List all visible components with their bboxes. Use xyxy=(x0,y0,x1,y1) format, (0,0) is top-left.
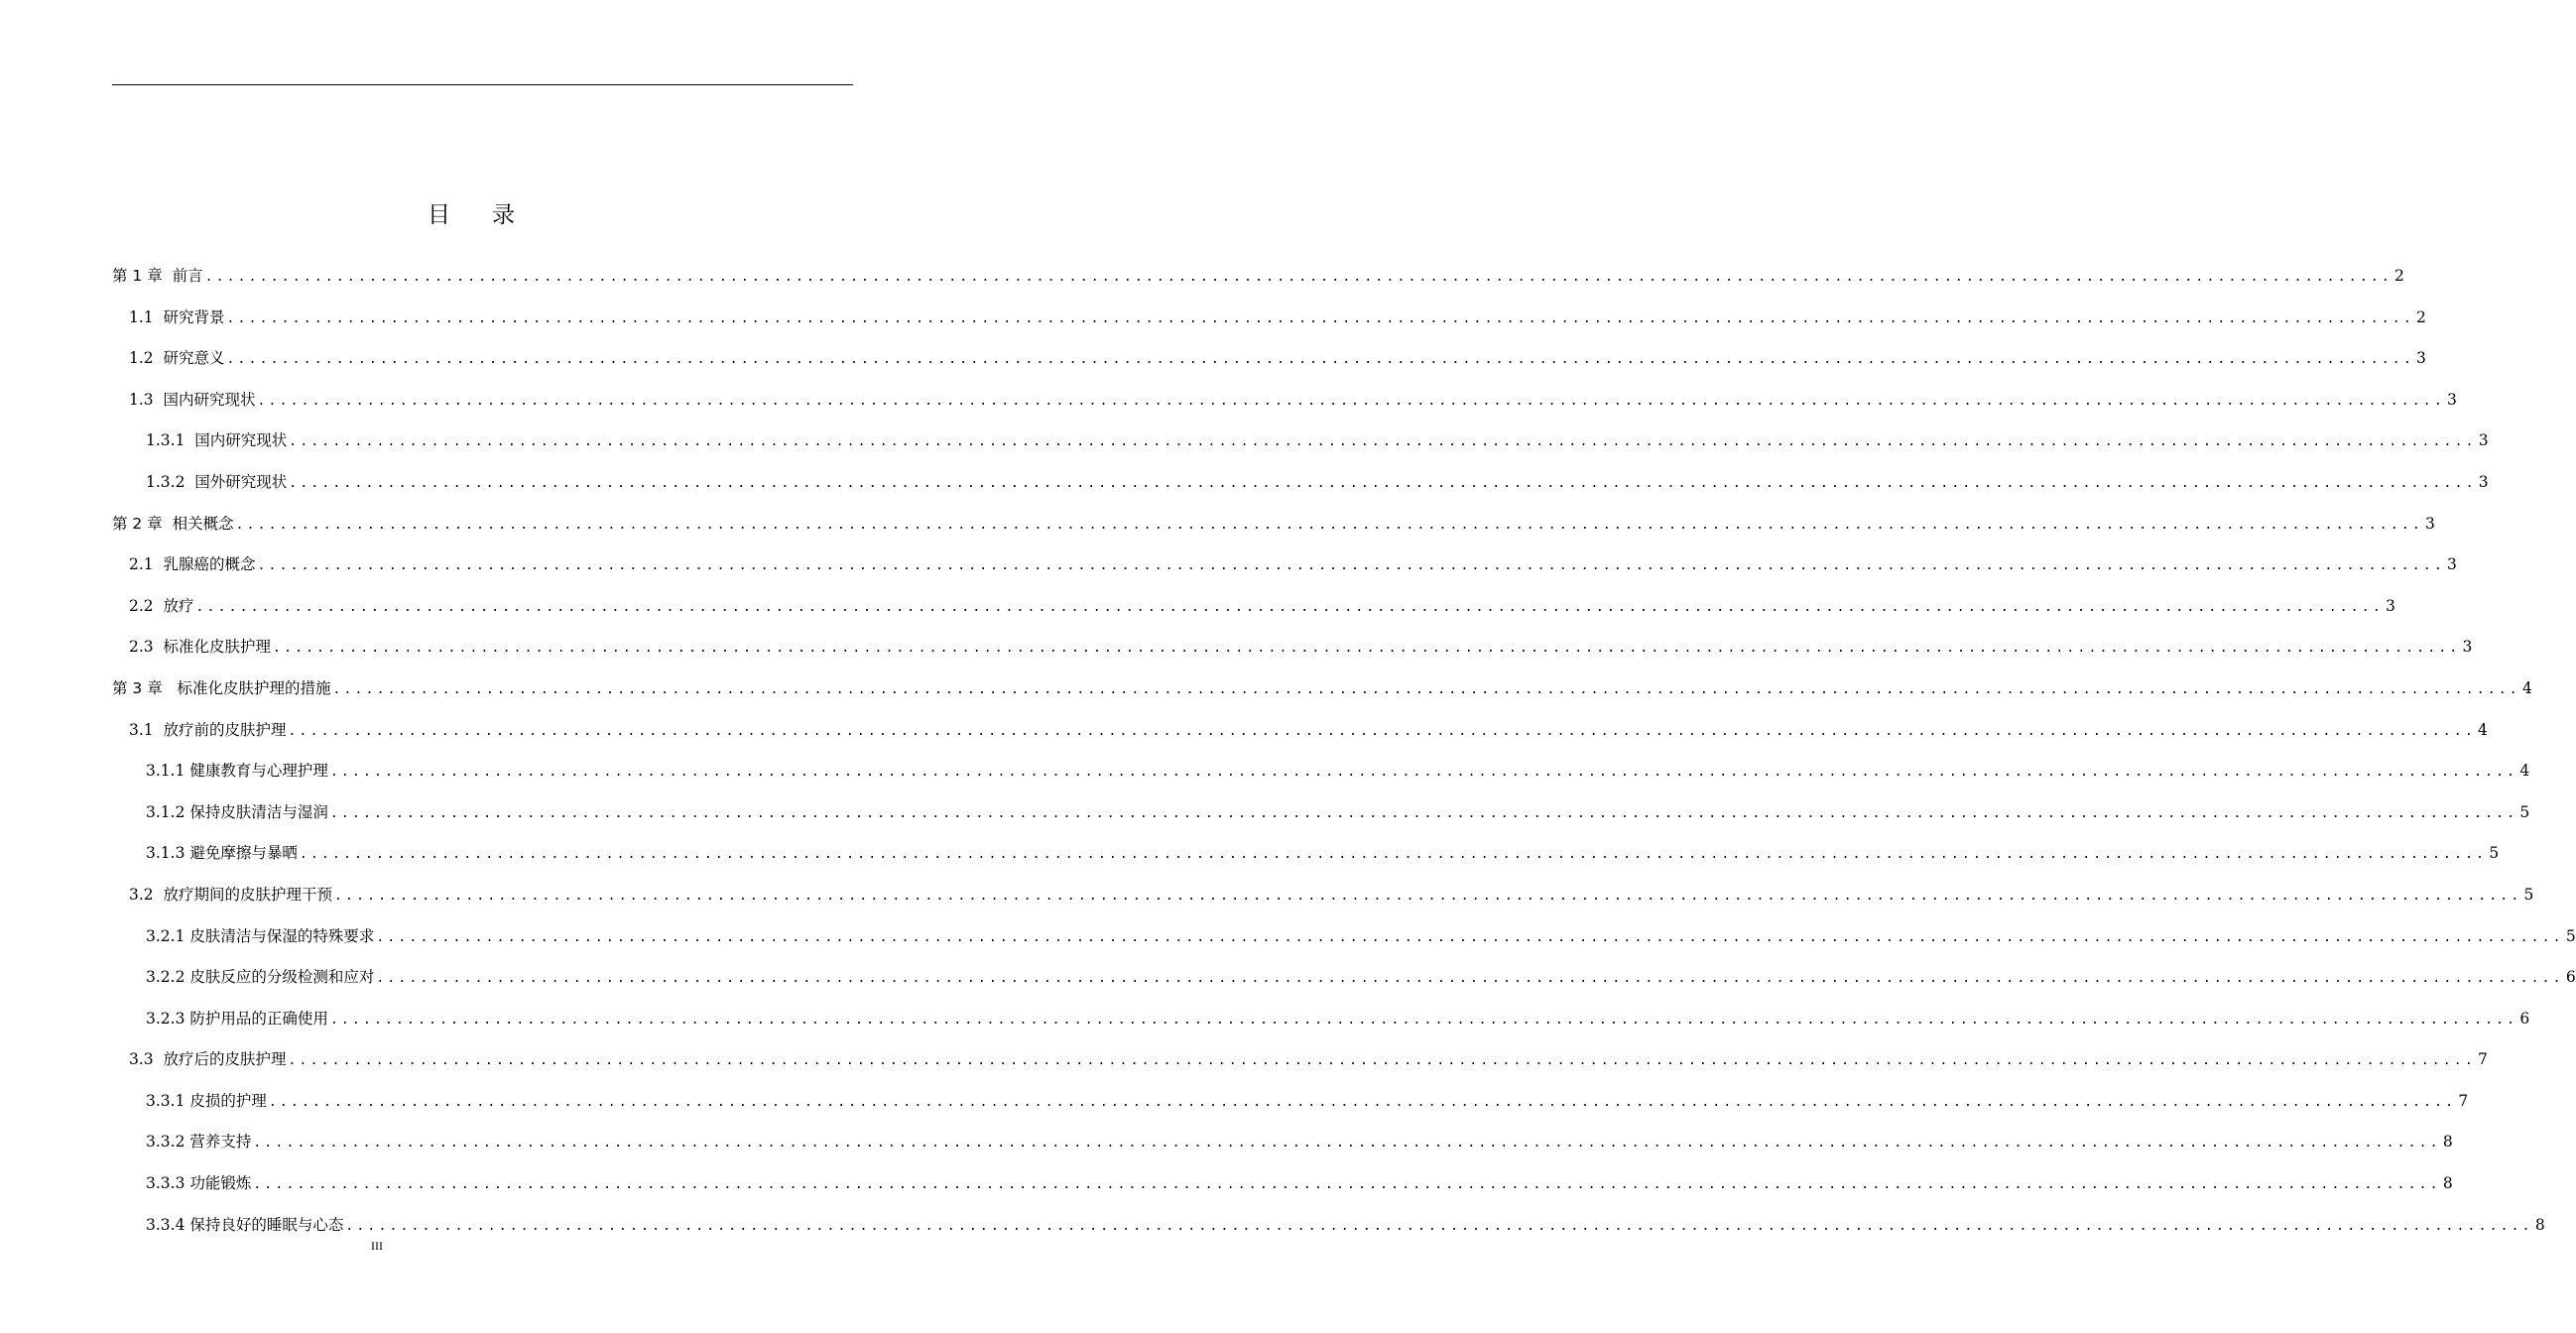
dot-leader: ........................................................................................................................................................................................................ xyxy=(253,1177,2441,1193)
toc-entry-page: 8 xyxy=(2442,1174,2453,1193)
toc-entry-page: 3 xyxy=(2478,472,2489,491)
toc-title: 目录 xyxy=(428,202,556,228)
toc-entry-label: 2.2 放疗 xyxy=(129,596,194,615)
dot-leader: ........................................................................................................................................................................................................ xyxy=(226,352,2414,368)
toc-entry-label: 1.2 研究意义 xyxy=(129,349,225,368)
toc-entry[interactable] xyxy=(112,668,2532,710)
toc-entry-label: 3.2.3 防护用品的正确使用 xyxy=(146,1009,328,1028)
toc-entry[interactable] xyxy=(112,1081,2469,1123)
dot-leader: ........................................................................................................................................................................................................ xyxy=(289,475,2477,491)
toc-entry-label: 3.3.2 营养支持 xyxy=(146,1133,252,1151)
dot-leader: ........................................................................................................................................................................................................ xyxy=(288,1053,2476,1069)
toc-entry-page: 8 xyxy=(2534,1215,2545,1234)
dot-leader: ........................................................................................................................................................................................................ xyxy=(268,1094,2457,1110)
table-of-contents xyxy=(112,256,2576,1246)
toc-entry-label: 3.3.1 皮损的护理 xyxy=(146,1091,267,1110)
toc-entry-page: 4 xyxy=(2519,762,2530,781)
toc-entry-label: 3.3.3 功能锻炼 xyxy=(146,1174,252,1193)
dot-leader: ........................................................................................................................................................................................................ xyxy=(235,517,2423,533)
toc-entry-label: 1.3 国内研究现状 xyxy=(129,390,256,409)
toc-entry-label: 2.3 标准化皮肤护理 xyxy=(129,638,272,657)
toc-entry-label: 3.2.1 皮肤清洁与保湿的特殊要求 xyxy=(146,926,375,945)
dot-leader: ........................................................................................................................................................................................................ xyxy=(288,723,2476,739)
toc-entry-label: 第 1 章 前言 xyxy=(112,267,203,285)
toc-entry-page: 3 xyxy=(2415,349,2426,368)
dot-leader: ........................................................................................................................................................................................................ xyxy=(345,1218,2533,1234)
toc-entry-page: 7 xyxy=(2477,1050,2488,1069)
toc-entry[interactable] xyxy=(112,1122,2453,1163)
toc-entry[interactable] xyxy=(112,916,2576,958)
toc-entry-page: 6 xyxy=(2519,1009,2530,1028)
toc-entry[interactable] xyxy=(112,1163,2453,1205)
toc-entry-label: 3.3 放疗后的皮肤护理 xyxy=(129,1050,287,1069)
toc-entry-page: 3 xyxy=(2446,390,2457,409)
toc-entry[interactable] xyxy=(112,504,2435,545)
dot-leader: ........................................................................................................................................................................................................ xyxy=(273,641,2461,657)
header-rule xyxy=(112,84,853,85)
toc-entry[interactable] xyxy=(112,256,2404,298)
toc-entry[interactable] xyxy=(112,338,2426,380)
toc-entry[interactable] xyxy=(112,545,2457,586)
toc-entry-label: 2.1 乳腺癌的概念 xyxy=(129,555,256,574)
dot-leader: ........................................................................................................................................................................................................ xyxy=(329,765,2518,781)
toc-entry-page: 4 xyxy=(2477,720,2488,739)
toc-entry[interactable] xyxy=(112,999,2530,1040)
toc-entry[interactable] xyxy=(112,875,2534,916)
toc-entry-label: 第 3 章 标准化皮肤护理的措施 xyxy=(112,678,331,697)
toc-entry-label: 3.3.4 保持良好的睡眠与心态 xyxy=(146,1215,344,1234)
toc-entry[interactable] xyxy=(112,1039,2488,1081)
toc-entry-page: 3 xyxy=(2425,514,2435,533)
toc-entry-page: 2 xyxy=(2415,307,2426,326)
toc-entry[interactable] xyxy=(112,792,2530,834)
dot-leader: ........................................................................................................................................................................................................ xyxy=(329,1012,2518,1028)
dot-leader: ........................................................................................................................................................................................................ xyxy=(257,393,2445,409)
dot-leader: ........................................................................................................................................................................................................ xyxy=(334,888,2522,904)
toc-entry-label: 3.2.2 皮肤反应的分级检测和应对 xyxy=(146,968,375,987)
toc-entry-page: 7 xyxy=(2458,1091,2469,1110)
toc-entry-page: 3 xyxy=(2462,638,2473,657)
dot-leader: ........................................................................................................................................................................................................ xyxy=(376,929,2564,945)
toc-entry-label: 3.1.1 健康教育与心理护理 xyxy=(146,762,328,781)
toc-entry[interactable] xyxy=(112,710,2488,752)
toc-entry-page: 6 xyxy=(2565,968,2576,987)
toc-entry-page: 8 xyxy=(2442,1133,2453,1151)
dot-leader: ........................................................................................................................................................................................................ xyxy=(329,805,2518,821)
toc-entry-label: 第 2 章 相关概念 xyxy=(112,514,234,533)
toc-entry-label: 3.1.3 避免摩擦与暴晒 xyxy=(146,844,298,863)
toc-entry[interactable] xyxy=(112,462,2489,504)
toc-entry-page: 3 xyxy=(2385,596,2395,615)
dot-leader: ........................................................................................................................................................................................................ xyxy=(299,847,2488,863)
dot-leader: ........................................................................................................................................................................................................ xyxy=(195,599,2384,615)
toc-entry-page: 5 xyxy=(2519,802,2530,821)
dot-leader: ........................................................................................................................................................................................................ xyxy=(204,270,2392,285)
toc-entry[interactable] xyxy=(112,298,2426,339)
dot-leader: ........................................................................................................................................................................................................ xyxy=(226,310,2414,326)
toc-entry-label: 3.1.2 保持皮肤清洁与湿润 xyxy=(146,802,328,821)
page-number-footer: III xyxy=(371,1239,383,1253)
toc-entry[interactable] xyxy=(112,957,2576,999)
dot-leader: ........................................................................................................................................................................................................ xyxy=(253,1136,2441,1151)
toc-entry[interactable] xyxy=(112,380,2457,422)
toc-entry-label: 1.1 研究背景 xyxy=(129,307,225,326)
dot-leader: ........................................................................................................................................................................................................ xyxy=(257,558,2445,574)
toc-entry-page: 3 xyxy=(2446,555,2457,574)
toc-entry[interactable] xyxy=(112,751,2530,792)
toc-entry-page: 2 xyxy=(2394,267,2404,285)
toc-entry-page: 4 xyxy=(2521,678,2532,697)
dot-leader: ........................................................................................................................................................................................................ xyxy=(289,434,2477,450)
toc-entry-label: 3.1 放疗前的皮肤护理 xyxy=(129,720,287,739)
toc-entry-page: 3 xyxy=(2478,431,2489,450)
dot-leader: ........................................................................................................................................................................................................ xyxy=(376,971,2564,987)
toc-entry-page: 5 xyxy=(2523,885,2534,904)
toc-entry-page: 5 xyxy=(2565,926,2576,945)
toc-entry-label: 3.2 放疗期间的皮肤护理干预 xyxy=(129,885,333,904)
toc-entry[interactable] xyxy=(112,833,2500,875)
toc-entry[interactable] xyxy=(112,627,2473,668)
toc-entry[interactable] xyxy=(112,586,2395,628)
toc-entry-label: 1.3.2 国外研究现状 xyxy=(146,472,288,491)
toc-entry[interactable] xyxy=(112,421,2489,462)
toc-entry-page: 5 xyxy=(2489,844,2500,863)
toc-entry-label: 1.3.1 国内研究现状 xyxy=(146,431,288,450)
dot-leader: ........................................................................................................................................................................................................ xyxy=(332,681,2520,697)
